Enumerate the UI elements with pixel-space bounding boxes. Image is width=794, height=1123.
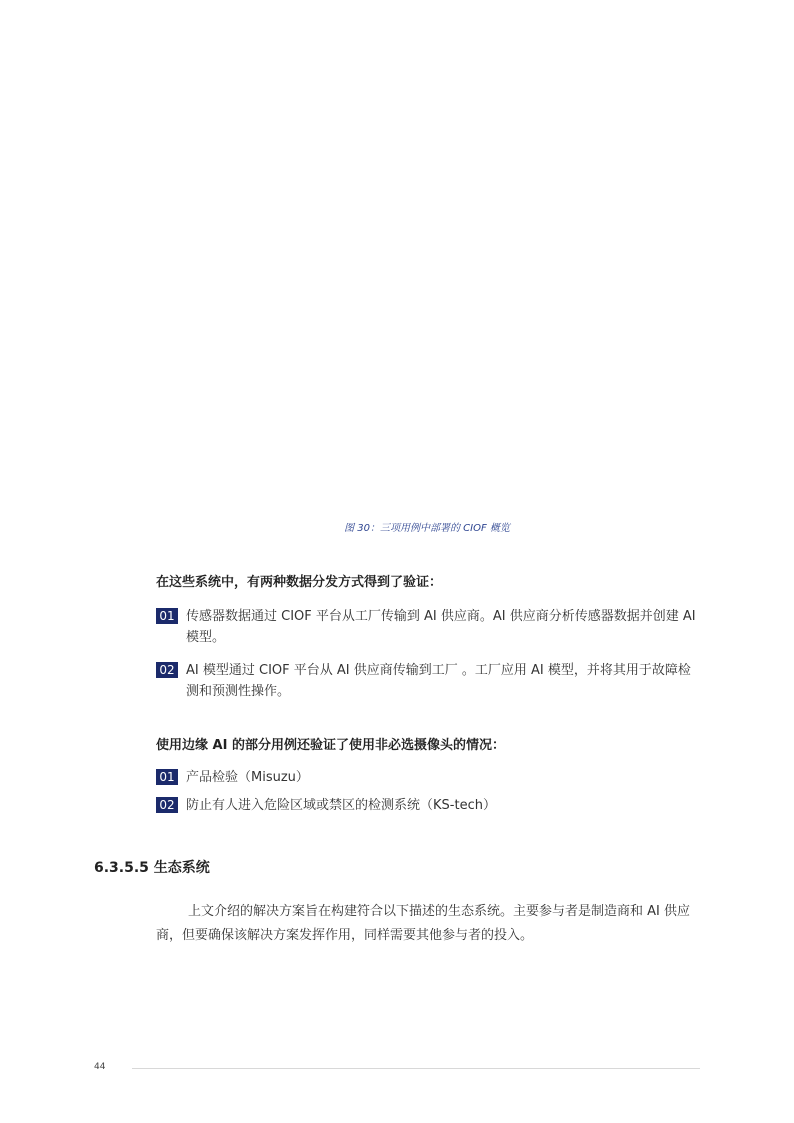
footer-rule bbox=[132, 1068, 700, 1069]
list-item-text: AI 模型通过 CIOF 平台从 AI 供应商传输到工厂 。工厂应用 AI 模型，并将其用于故障检测和预测性操作。 bbox=[186, 663, 691, 699]
edge-ai-intro: 使用边缘 AI 的部分用例还验证了使用非必选摄像头的情况： bbox=[156, 738, 505, 753]
item-number-badge: 02 bbox=[156, 662, 178, 678]
item-number-badge: 01 bbox=[156, 608, 178, 624]
list-item bbox=[156, 660, 702, 702]
page-number: 44 bbox=[94, 1062, 106, 1072]
section-heading: 6.3.5.5 生态系统 bbox=[94, 860, 210, 876]
list-item bbox=[156, 767, 702, 788]
list-item-text: 防止有人进入危险区域或禁区的检测系统（KS-tech） bbox=[186, 798, 496, 813]
list-item bbox=[156, 606, 702, 648]
body-paragraph: 上文介绍的解决方案旨在构建符合以下描述的生态系统。主要参与者是制造商和 AI 供应商，但要确保该解决方案发挥作用，同样需要其他参与者的投入。 bbox=[156, 904, 690, 943]
list-item-text: 传感器数据通过 CIOF 平台从工厂传输到 AI 供应商。AI 供应商分析传感器数据并创建 AI 模型。 bbox=[186, 609, 696, 645]
figure-caption: 图 30：三项用例中部署的 CIOF 概览 bbox=[344, 523, 510, 534]
distribution-intro: 在这些系统中，有两种数据分发方式得到了验证： bbox=[156, 575, 443, 590]
item-number-badge: 01 bbox=[156, 769, 178, 785]
list-item bbox=[156, 795, 702, 816]
item-number-badge: 02 bbox=[156, 797, 178, 813]
list-item-text: 产品检验（Misuzu） bbox=[186, 770, 309, 785]
